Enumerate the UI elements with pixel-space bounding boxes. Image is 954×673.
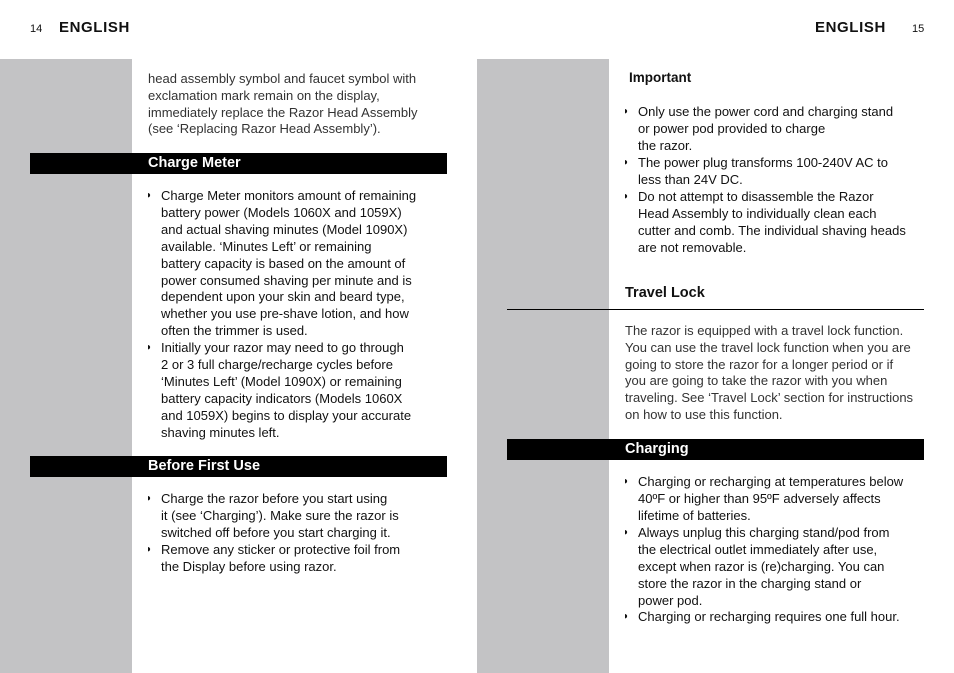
bullet-icon: ◗: [146, 342, 153, 353]
text-line: Charge the razor before you start using: [161, 491, 388, 506]
text-line: 2 or 3 full charge/recharge cycles before: [161, 356, 393, 372]
bullet-icon: ◗: [623, 611, 630, 622]
text-line: The razor is equipped with a travel lock function.: [625, 323, 904, 338]
text-line: Do not attempt to disassemble the Razor: [638, 189, 874, 204]
list-item: [638, 189, 906, 257]
list-item: [638, 155, 888, 189]
bullet-icon: ◗: [623, 157, 630, 168]
charging-heading: Charging: [625, 441, 689, 457]
text-line: Charging or recharging at temperatures below: [638, 474, 904, 489]
text-line: going to store the razor for a longer period or if: [625, 356, 894, 372]
text-line: are not removable.: [638, 239, 747, 255]
travel-lock-heading: Travel Lock: [625, 285, 705, 301]
text-line: power consumed shaving per minute and is: [161, 272, 412, 288]
charge-meter-heading-bar: [30, 153, 447, 174]
text-line: cutter and comb. The individual shaving heads: [638, 222, 906, 238]
text-line: 40ºF or higher than 95ºF adversely affects: [638, 490, 881, 506]
text-line: traveling. See ‘Travel Lock’ section for instructions: [625, 390, 914, 406]
important-heading: Important: [629, 70, 692, 85]
text-line: head assembly symbol and faucet symbol with: [148, 71, 417, 86]
text-line: available. ‘Minutes Left’ or remaining: [161, 238, 372, 254]
left-intro-paragraph: [148, 71, 418, 138]
text-line: You can use the travel lock function when you are: [625, 339, 911, 355]
text-line: lifetime of batteries.: [638, 507, 751, 523]
left-page-number: 14: [30, 23, 43, 35]
text-line: the Display before using razor.: [161, 558, 337, 574]
travel-lock-paragraph: [625, 323, 913, 424]
bullet-icon: ◗: [623, 527, 630, 538]
bullet-icon: ◗: [623, 106, 630, 117]
text-line: Head Assembly to individually clean each: [638, 205, 877, 221]
text-line: (see ‘Replacing Razor Head Assembly’).: [148, 121, 381, 137]
text-line: or power pod provided to charge: [638, 120, 826, 136]
list-item: [638, 609, 900, 626]
right-page-number: 15: [912, 23, 925, 35]
text-line: and 1059X) begins to display your accurate: [161, 407, 412, 423]
list-item: [161, 188, 416, 340]
before-first-use-heading-bar: [30, 456, 447, 477]
text-line: whether you use pre-shave lotion, and how: [161, 306, 409, 322]
text-line: on how to use this function.: [625, 406, 783, 422]
travel-lock-rule: [507, 309, 924, 310]
list-item: [161, 340, 411, 441]
right-page-language-header: ENGLISH: [815, 19, 886, 36]
text-line: Remove any sticker or protective foil from: [161, 542, 401, 557]
text-line: battery capacity is based on the amount of: [161, 255, 406, 271]
list-item: [161, 542, 400, 576]
charge-meter-heading: Charge Meter: [148, 155, 241, 171]
text-line: the electrical outlet immediately after use,: [638, 541, 878, 557]
bullet-icon: ◗: [146, 493, 153, 504]
bullet-icon: ◗: [146, 190, 153, 201]
text-line: ‘Minutes Left’ (Model 1090X) or remaining: [161, 373, 402, 389]
text-line: Always unplug this charging stand/pod from: [638, 525, 890, 540]
before-first-use-heading: Before First Use: [148, 458, 261, 474]
bullet-icon: ◗: [623, 191, 630, 202]
text-line: the razor.: [638, 137, 693, 153]
text-line: battery capacity indicators (Models 1060X: [161, 390, 403, 406]
text-line: Initially your razor may need to go through: [161, 340, 404, 355]
left-gray-margin: [0, 59, 132, 673]
text-line: switched off before you start charging it.: [161, 524, 391, 540]
list-item: [161, 491, 399, 542]
list-item: [638, 525, 889, 610]
text-line: shaving minutes left.: [161, 424, 280, 440]
right-gray-margin: [477, 59, 609, 673]
left-page-language-header: ENGLISH: [59, 19, 130, 36]
text-line: often the trimmer is used.: [161, 323, 308, 339]
text-line: store the razor in the charging stand or: [638, 575, 862, 591]
text-line: and actual shaving minutes (Model 1090X): [161, 221, 408, 237]
text-line: immediately replace the Razor Head Assembly: [148, 104, 418, 120]
text-line: Charge Meter monitors amount of remaining: [161, 188, 417, 203]
charging-heading-bar: [507, 439, 924, 460]
text-line: power pod.: [638, 592, 703, 608]
list-item: [638, 104, 893, 155]
text-line: Only use the power cord and charging stand: [638, 104, 894, 119]
text-line: battery power (Models 1060X and 1059X): [161, 204, 402, 220]
list-item: [638, 474, 903, 525]
text-line: it (see ‘Charging’). Make sure the razor is: [161, 507, 399, 523]
text-line: The power plug transforms 100-240V AC to: [638, 155, 889, 170]
bullet-icon: ◗: [146, 544, 153, 555]
text-line: dependent upon your skin and beard type,: [161, 289, 405, 305]
text-line: Charging or recharging requires one full hour.: [638, 609, 900, 624]
bullet-icon: ◗: [623, 476, 630, 487]
text-line: except when razor is (re)charging. You can: [638, 558, 885, 574]
text-line: you are going to take the razor with you when: [625, 373, 888, 389]
text-line: exclamation mark remain on the display,: [148, 87, 380, 103]
text-line: less than 24V DC.: [638, 171, 743, 187]
